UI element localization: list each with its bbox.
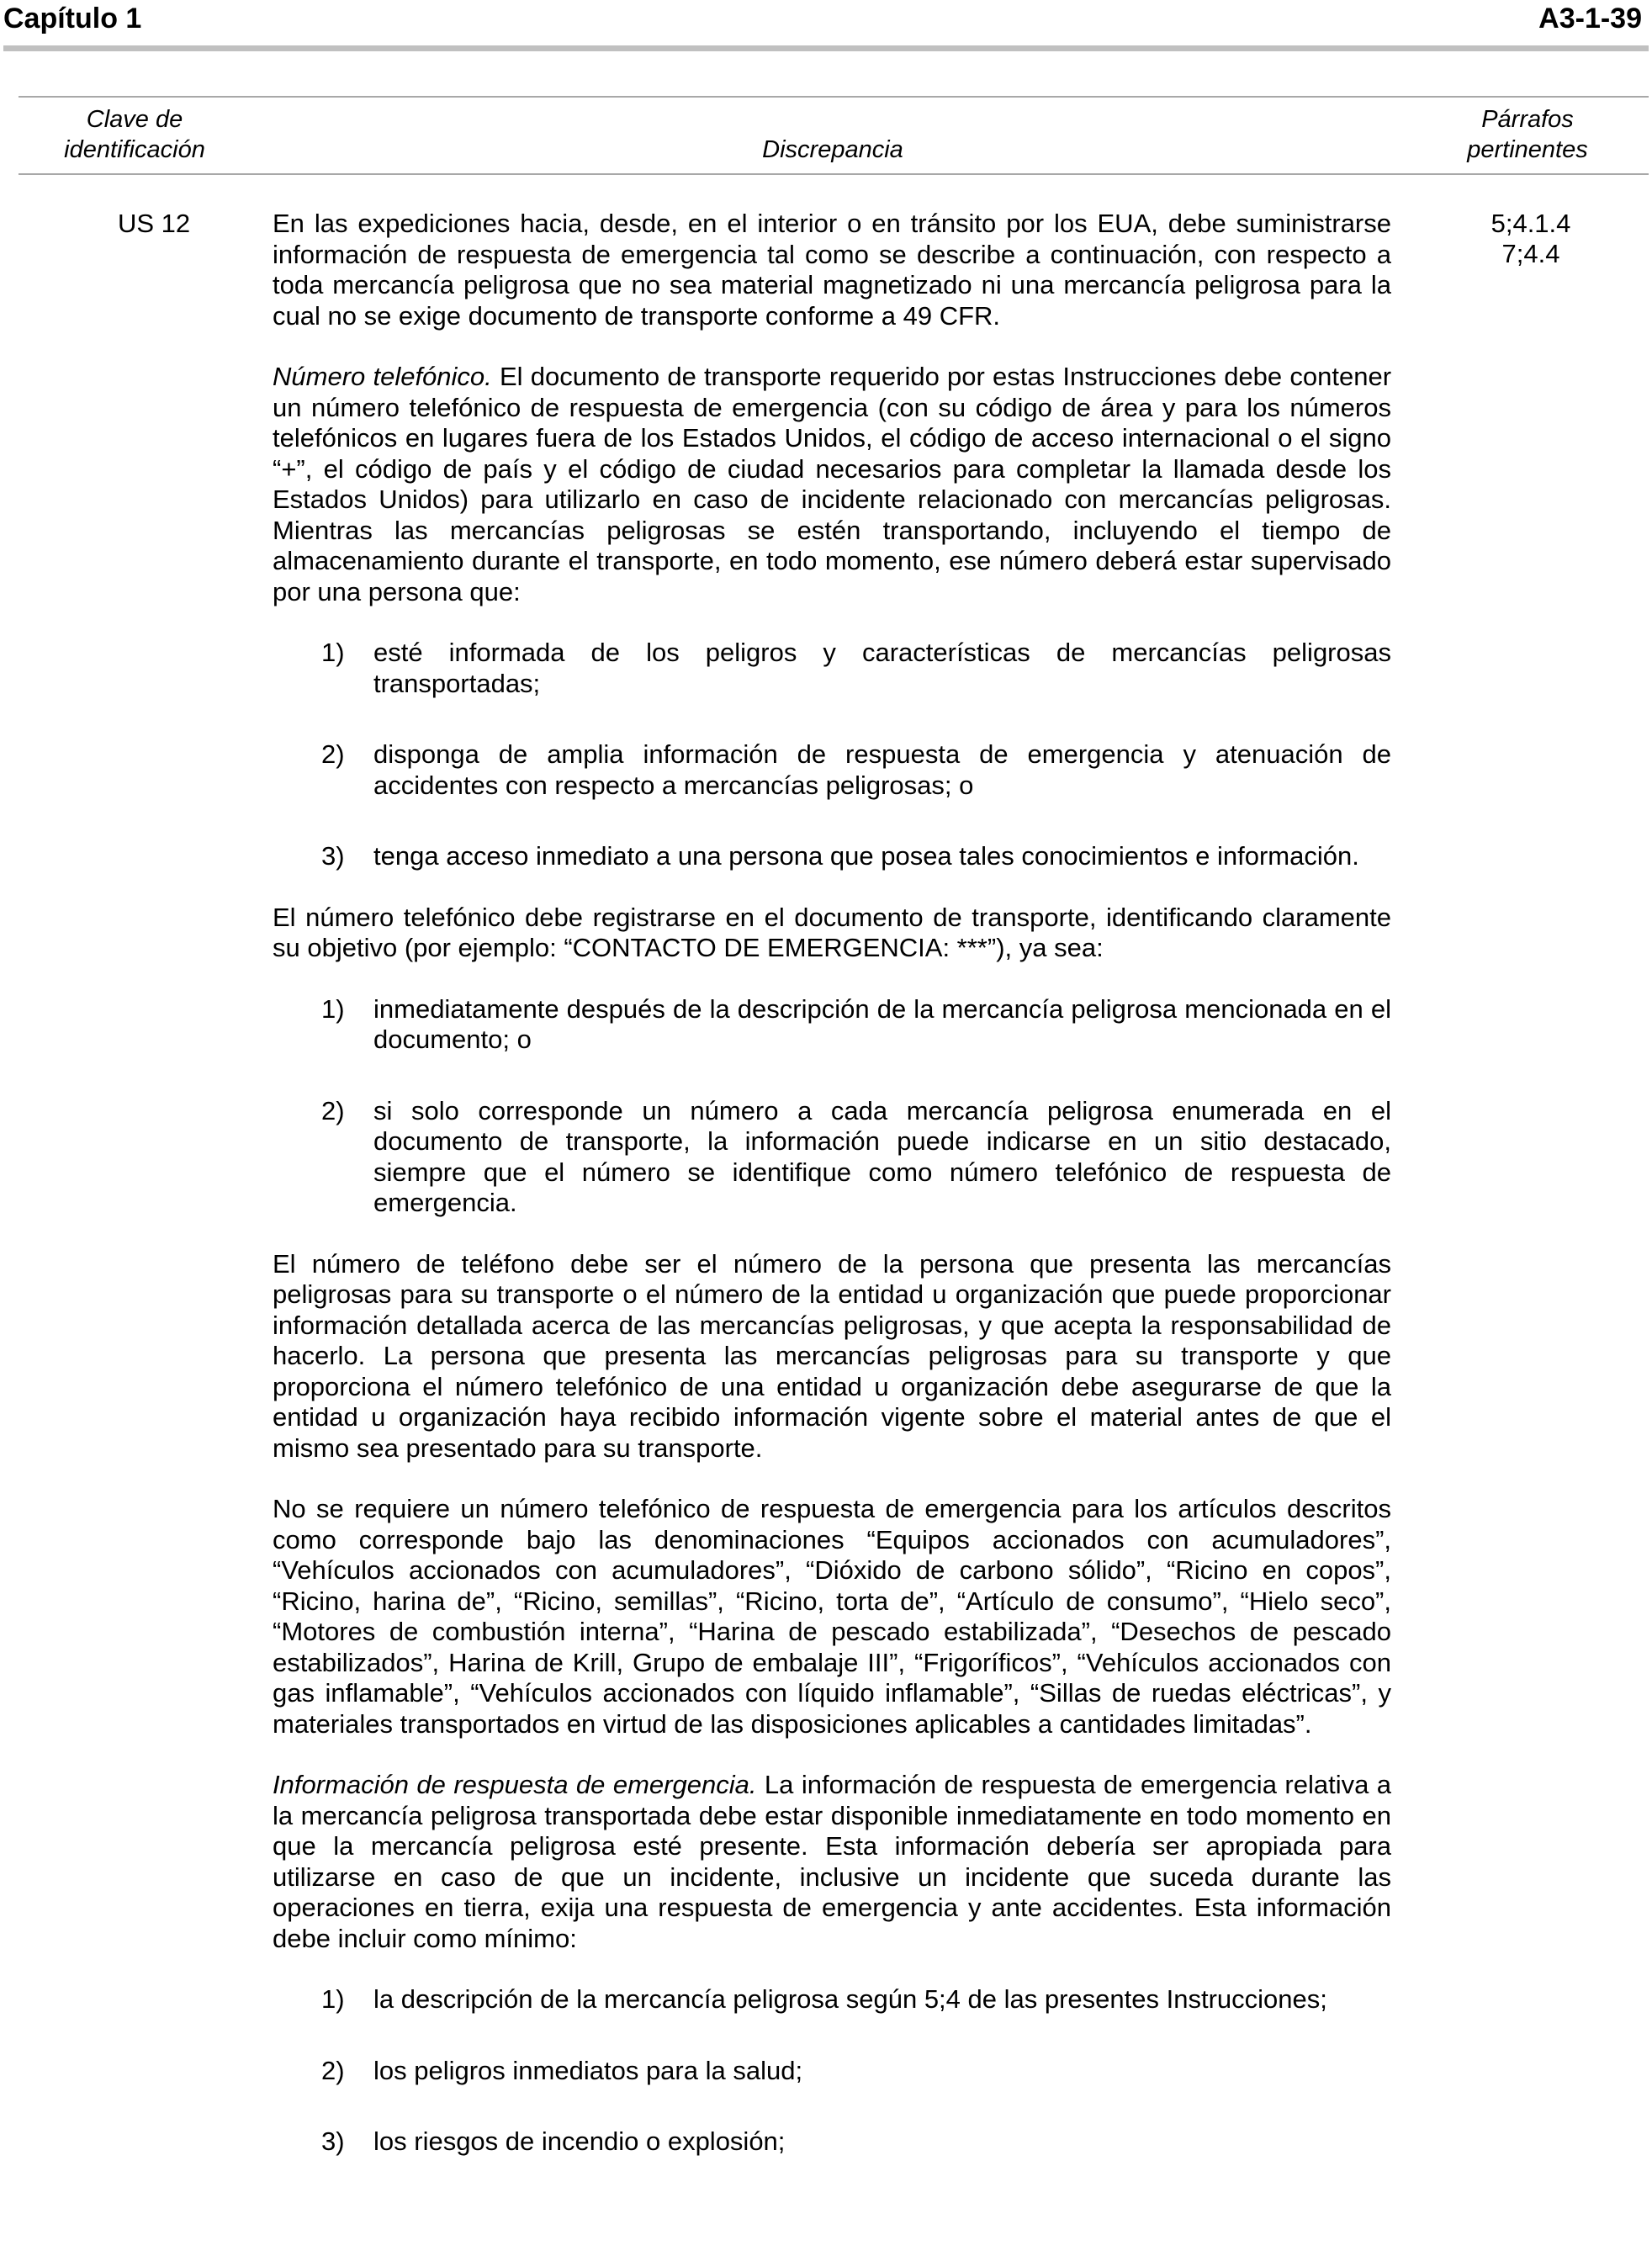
column-header-id-line2: identificación bbox=[64, 136, 205, 163]
phone-lead: Número telefónico. bbox=[273, 362, 492, 391]
list-item-number: 2) bbox=[321, 1095, 345, 1125]
entry-ref: 5;4.1.4 bbox=[1491, 209, 1571, 238]
list-item bbox=[273, 2126, 1391, 2158]
list-item bbox=[273, 994, 1391, 1056]
list-item bbox=[273, 638, 1391, 699]
column-header-id-line1: Clave de bbox=[86, 106, 183, 133]
supervisor-list bbox=[273, 638, 1391, 872]
list-item-text: los riesgos de incendio o explosión; bbox=[373, 2126, 786, 2156]
page-number: A3-1-39 bbox=[1538, 3, 1642, 34]
header-rule bbox=[3, 45, 1649, 51]
table-top-rule bbox=[19, 96, 1649, 98]
entry-ref: 7;4.4 bbox=[1501, 239, 1560, 268]
column-header-refs-line2: pertinentes bbox=[1467, 136, 1588, 163]
entry-refs bbox=[1464, 209, 1598, 269]
list-item-text: esté informada de los peligros y características de mercancías peligrosas transportadas; bbox=[373, 638, 1391, 698]
column-header-refs-line1: Párrafos bbox=[1481, 106, 1574, 133]
column-header-id bbox=[50, 104, 219, 165]
phone-text: El documento de transporte requerido por estas Instrucciones debe contener un número telefónico de respuesta de emergencia (con su código de área y para los números telefónicos en lugares fuera de los Estados Unidos, el código de acceso internacional o el signo “+”, el código de país y el código de ciudad necesarios para completar la llamada desde los Estados Unidos) para utilizarlo en caso de incidente relacionado con mercancías peligrosas. Mientras las mercancías peligrosas se estén transportando, incluyendo el tiempo de almacenamiento durante el transporte, en todo momento, ese número deberá estar supervisado por una persona que: bbox=[273, 362, 1392, 606]
person-paragraph: El número de teléfono debe ser el número de la persona que presenta las mercancías peligrosas para su transporte o el número de la entidad u organización que puede proporcionar información detallada acerca de las mercancías peligrosas, y que acepta la responsabilidad de hacerlo. La persona que presenta las mercancías peligrosas para su transporte y que proporciona el número telefónico de una entidad u organización debe asegurarse de que la entidad u organización haya recibido información vigente sobre el material antes de que el mismo sea presentado para su transporte. bbox=[273, 1248, 1391, 1463]
info-lead: Información de respuesta de emergencia. bbox=[273, 1770, 757, 1799]
list-item-number: 2) bbox=[321, 739, 345, 769]
list-item-number: 2) bbox=[321, 2055, 345, 2085]
list-item-text: los peligros inmediatos para la salud; bbox=[373, 2055, 803, 2085]
list-item-text: la descripción de la mercancía peligrosa según 5;4 de las presentes Instrucciones; bbox=[373, 1984, 1327, 2014]
intro-paragraph: En las expediciones hacia, desde, en el interior o en tránsito por los EUA, debe suministrarse información de respuesta de emergencia tal como se describe a continuación, con respecto a toda mercancía peligrosa que no sea material magnetizado ni una mercancía peligrosa para la cual no se exige documento de transporte conforme a 49 CFR. bbox=[273, 209, 1391, 331]
list-item bbox=[273, 739, 1391, 801]
placement-list bbox=[273, 994, 1391, 1219]
info-text: La información de respuesta de emergencia relativa a la mercancía peligrosa transportada debe estar disponible inmediatamente en todo momento en que la mercancía peligrosa esté presente. Esta información debería ser apropiada para utilizarse en caso de que un incidente, inclusive un incidente que suceda durante las operaciones en tierra, exija una respuesta de emergencia y ante accidentes. Esta información debe incluir como mínimo: bbox=[273, 1770, 1392, 1953]
column-header-discrepancy: Discrepancia bbox=[762, 136, 903, 163]
page-header bbox=[0, 0, 1652, 37]
list-item bbox=[273, 841, 1391, 872]
entry-id: US 12 bbox=[118, 209, 191, 238]
register-paragraph: El número telefónico debe registrarse en el documento de transporte, identificando claramente su objetivo (por ejemplo: “CONTACTO DE EMERGENCIA: ***”), ya sea: bbox=[273, 902, 1391, 962]
list-item-number: 1) bbox=[321, 993, 345, 1024]
list-item-text: inmediatamente después de la descripción de la mercancía peligrosa mencionada en el documento; o bbox=[373, 993, 1391, 1054]
list-item-number: 1) bbox=[321, 638, 345, 667]
list-item-text: si solo corresponde un número a cada mercancía peligrosa enumerada en el documento de transporte, la información puede indicarse en un sitio destacado, siempre que el número se identifique como número telefónico de respuesta de emergencia. bbox=[373, 1095, 1391, 1217]
list-item-number: 1) bbox=[321, 1984, 345, 2014]
info-paragraph bbox=[273, 1770, 1391, 1954]
list-item bbox=[273, 2056, 1391, 2087]
discrepancy-text bbox=[273, 209, 1391, 2188]
column-header-refs bbox=[1443, 104, 1612, 165]
phone-paragraph bbox=[273, 362, 1391, 607]
list-item-number: 3) bbox=[321, 841, 345, 871]
list-item bbox=[273, 1096, 1391, 1219]
table-header-rule bbox=[19, 173, 1649, 175]
chapter-title: Capítulo 1 bbox=[3, 3, 142, 34]
list-item-text: disponga de amplia información de respuesta de emergencia y atenuación de accidentes con respecto a mercancías peligrosas; o bbox=[373, 739, 1391, 800]
list-item bbox=[273, 1984, 1391, 2015]
list-item-number: 3) bbox=[321, 2126, 345, 2156]
list-item-text: tenga acceso inmediato a una persona que posea tales conocimientos e información. bbox=[373, 841, 1359, 871]
info-list bbox=[273, 1984, 1391, 2158]
exemption-paragraph: No se requiere un número telefónico de respuesta de emergencia para los artículos descritos como corresponde bajo las denominaciones “Equipos accionados con acumuladores”, “Vehículos accionados con acumuladores”, “Dióxido de carbono sólido”, “Ricino en copos”, “Ricino, harina de”, “Ricino, semillas”, “Ricino, torta de”, “Artículo de consumo”, “Hielo seco”, “Motores de combustión interna”, “Harina de pescado estabilizada”, “Desechos de pescado estabilizados”, Harina de Krill, Grupo de embalaje III”, “Frigoríficos”, “Vehículos accionados con gas inflamable”, “Vehículos accionados con líquido inflamable”, “Sillas de ruedas eléctricas”, y materiales transportados en virtud de las disposiciones aplicables a cantidades limitadas”. bbox=[273, 1494, 1391, 1739]
